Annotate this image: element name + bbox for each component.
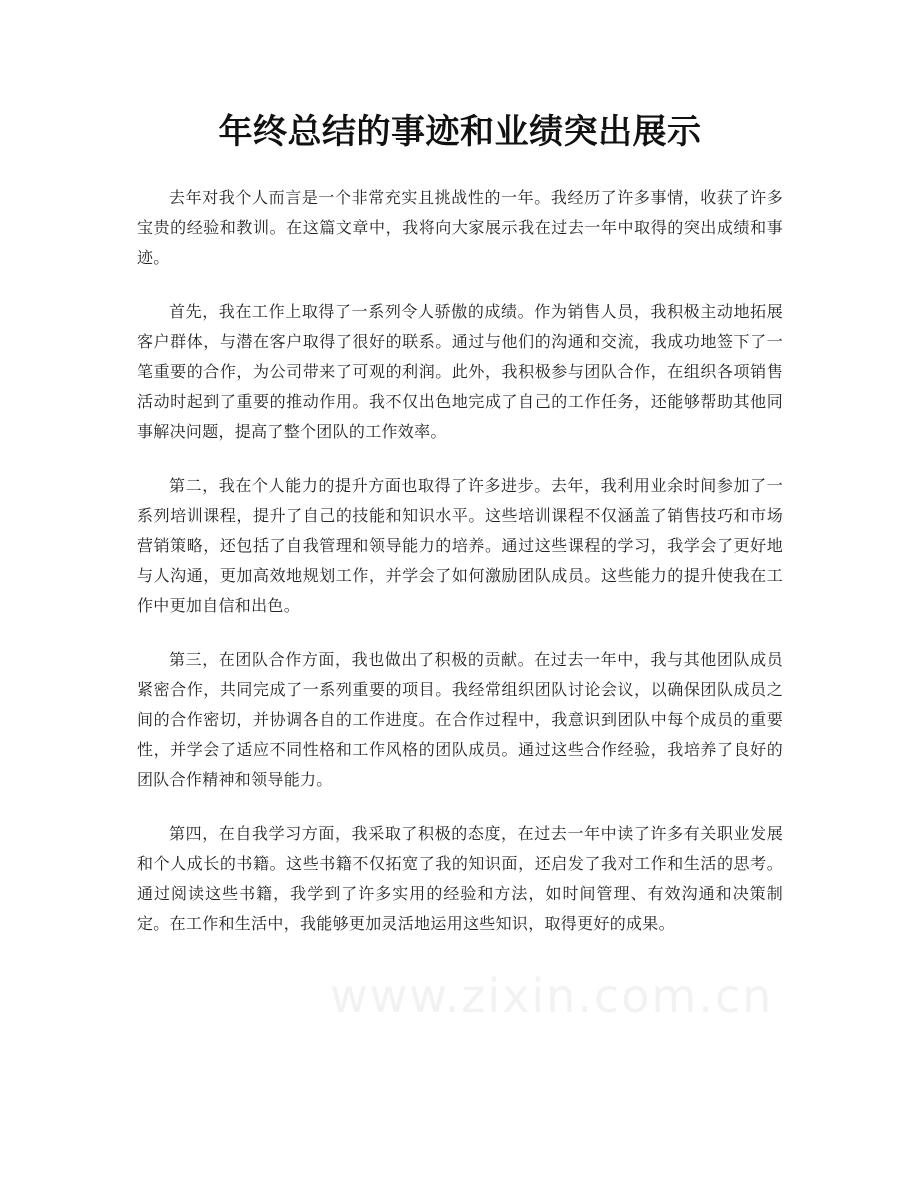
paragraph-work-achievements: 首先，我在工作上取得了一系列令人骄傲的成绩。作为销售人员，我积极主动地拓展客户群体，与潜在客户取得了很好的联系。通过与他们的沟通和交流，我成功地签下了一笔重要的合作，为公司带来了可观的利润。此外，我积极参与团队合作，在组织各项销售活动时起到了重要的推动作用。我不仅出色地完成了自己的工作任务，还能够帮助其他同事解决问题，提高了整个团队的工作效率。 — [137, 302, 783, 441]
document-title: 年终总结的事迹和业绩突出展示 — [218, 112, 702, 152]
document-body — [137, 183, 783, 963]
watermark-text: www.zixin.com.cn — [330, 969, 774, 1023]
paragraph-intro: 去年对我个人而言是一个非常充实且挑战性的一年。我经历了许多事情，收获了许多宝贵的经验和教训。在这篇文章中，我将向大家展示我在过去一年中取得的突出成绩和事迹。 — [137, 188, 783, 267]
paragraph-personal-growth: 第二，我在个人能力的提升方面也取得了许多进步。去年，我利用业余时间参加了一系列培训课程，提升了自己的技能和知识水平。这些培训课程不仅涵盖了销售技巧和市场营销策略，还包括了自我管理和领导能力的培养。通过这些课程的学习，我学会了更好地与人沟通，更加高效地规划工作，并学会了如何激励团队成员。这些能力的提升使我在工作中更加自信和出色。 — [137, 476, 783, 615]
paragraph-teamwork: 第三，在团队合作方面，我也做出了积极的贡献。在过去一年中，我与其他团队成员紧密合作，共同完成了一系列重要的项目。我经常组织团队讨论会议，以确保团队成员之间的合作密切，并协调各自的工作进度。在合作过程中，我意识到团队中每个成员的重要性，并学会了适应不同性格和工作风格的团队成员。通过这些合作经验，我培养了良好的团队合作精神和领导能力。 — [137, 650, 783, 789]
paragraph-self-learning: 第四，在自我学习方面，我采取了积极的态度，在过去一年中读了许多有关职业发展和个人成长的书籍。这些书籍不仅拓宽了我的知识面，还启发了我对工作和生活的思考。通过阅读这些书籍，我学到了许多实用的经验和方法，如时间管理、有效沟通和决策制定。在工作和生活中，我能够更加灵活地运用这些知识，取得更好的成果。 — [137, 824, 783, 933]
